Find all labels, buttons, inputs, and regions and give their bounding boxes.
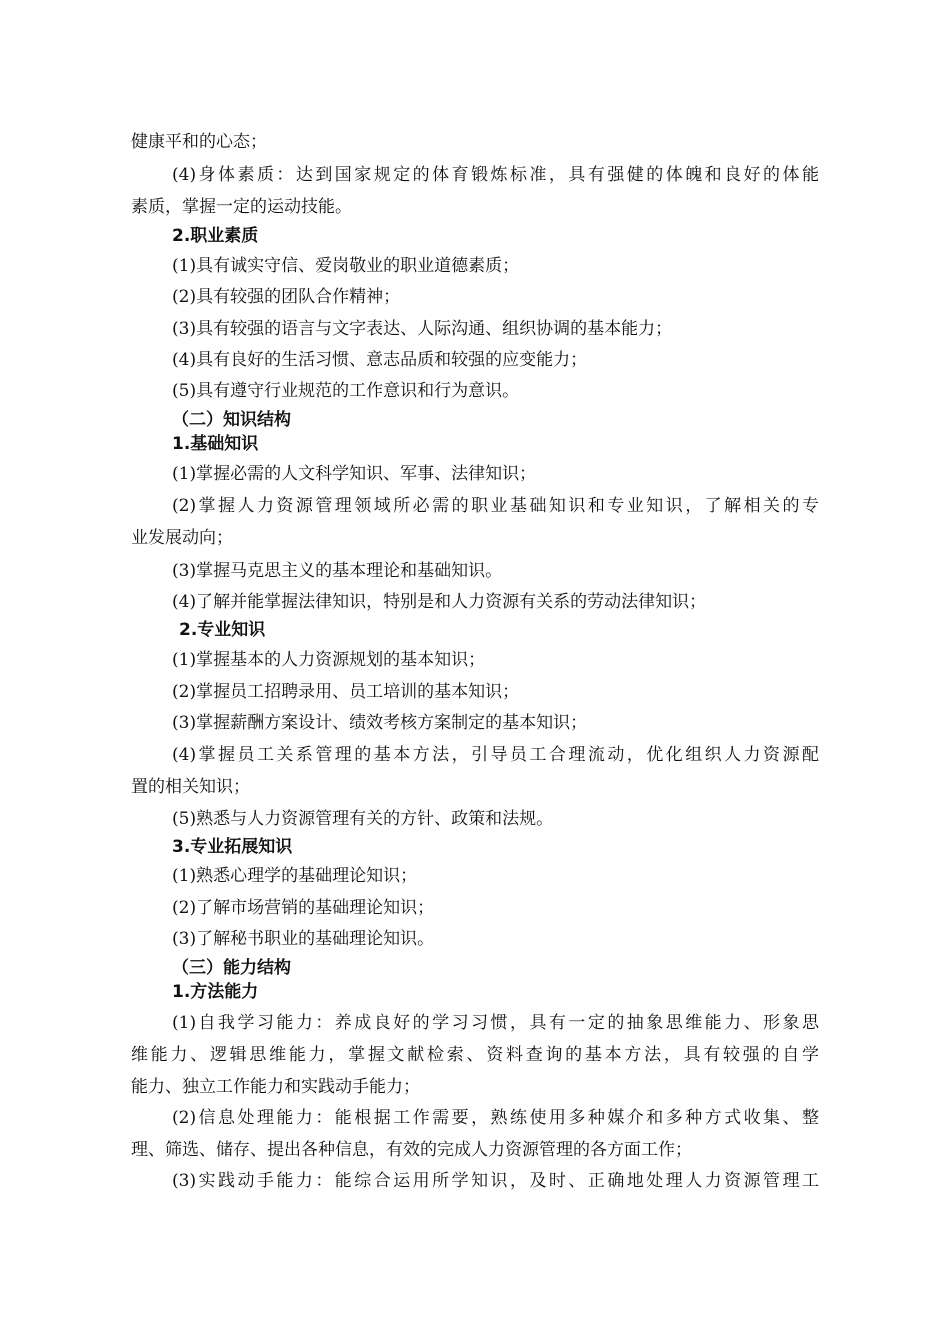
list-item: (1)掌握必需的人文科学知识、军事、法律知识； <box>172 464 537 484</box>
list-item: (3)了解秘书职业的基础理论知识。 <box>172 929 435 949</box>
list-item: (5)具有遵守行业规范的工作意识和行为意识。 <box>172 381 520 401</box>
list-item: (2)信息处理能力：能根据工作需要，熟练使用多种媒介和多种方式收集、整 <box>172 1108 819 1128</box>
section-heading: 1.方法能力 <box>172 982 259 1002</box>
list-item: (3)实践动手能力：能综合运用所学知识，及时、正确地处理人力资源管理工 <box>172 1171 819 1191</box>
list-item: (2)具有较强的团队合作精神； <box>172 287 401 307</box>
list-item: (2)掌握人力资源管理领域所必需的职业基础知识和专业知识，了解相关的专 <box>172 496 819 516</box>
paragraph-line: 素质，掌握一定的运动技能。 <box>131 197 352 217</box>
list-item: (2)掌握员工招聘录用、员工培训的基本知识； <box>172 682 520 702</box>
paragraph-line: 能力、独立工作能力和实践动手能力； <box>131 1077 420 1097</box>
list-item: (2)了解市场营销的基础理论知识； <box>172 898 435 918</box>
list-item: (1)掌握基本的人力资源规划的基本知识； <box>172 650 486 670</box>
list-item: (1)熟悉心理学的基础理论知识； <box>172 866 418 886</box>
paragraph-line: 健康平和的心态； <box>131 132 267 152</box>
section-heading: 2.职业素质 <box>172 226 259 246</box>
list-item: (4)了解并能掌握法律知识，特别是和人力资源有关系的劳动法律知识； <box>172 592 707 612</box>
list-item: (5)熟悉与人力资源管理有关的方针、政策和法规。 <box>172 809 554 829</box>
section-heading: 2.专业知识 <box>179 620 266 640</box>
paragraph-line: (4)身体素质：达到国家规定的体育锻炼标准，具有强健的体魄和良好的体能 <box>172 165 819 185</box>
list-item: (3)具有较强的语言与文字表达、人际沟通、组织协调的基本能力； <box>172 319 673 339</box>
list-item: (1)自我学习能力：养成良好的学习习惯，具有一定的抽象思维能力、形象思 <box>172 1013 819 1033</box>
section-heading: （二）知识结构 <box>172 410 291 430</box>
section-heading: （三）能力结构 <box>172 958 291 978</box>
section-heading: 3.专业拓展知识 <box>172 837 293 857</box>
paragraph-line: 维能力、逻辑思维能力，掌握文献检索、资料查询的基本方法，具有较强的自学 <box>131 1045 819 1065</box>
list-item: (4)具有良好的生活习惯、意志品质和较强的应变能力； <box>172 350 588 370</box>
list-item: (3)掌握薪酬方案设计、绩效考核方案制定的基本知识； <box>172 713 588 733</box>
list-item: (1)具有诚实守信、爱岗敬业的职业道德素质； <box>172 256 520 276</box>
list-item: (4)掌握员工关系管理的基本方法，引导员工合理流动，优化组织人力资源配 <box>172 745 819 765</box>
section-heading: 1.基础知识 <box>172 434 259 454</box>
paragraph-line: 理、筛选、储存、提出各种信息，有效的完成人力资源管理的各方面工作； <box>131 1140 692 1160</box>
paragraph-line: 业发展动向； <box>131 528 233 548</box>
list-item: (3)掌握马克思主义的基本理论和基础知识。 <box>172 561 503 581</box>
paragraph-line: 置的相关知识； <box>131 777 250 797</box>
